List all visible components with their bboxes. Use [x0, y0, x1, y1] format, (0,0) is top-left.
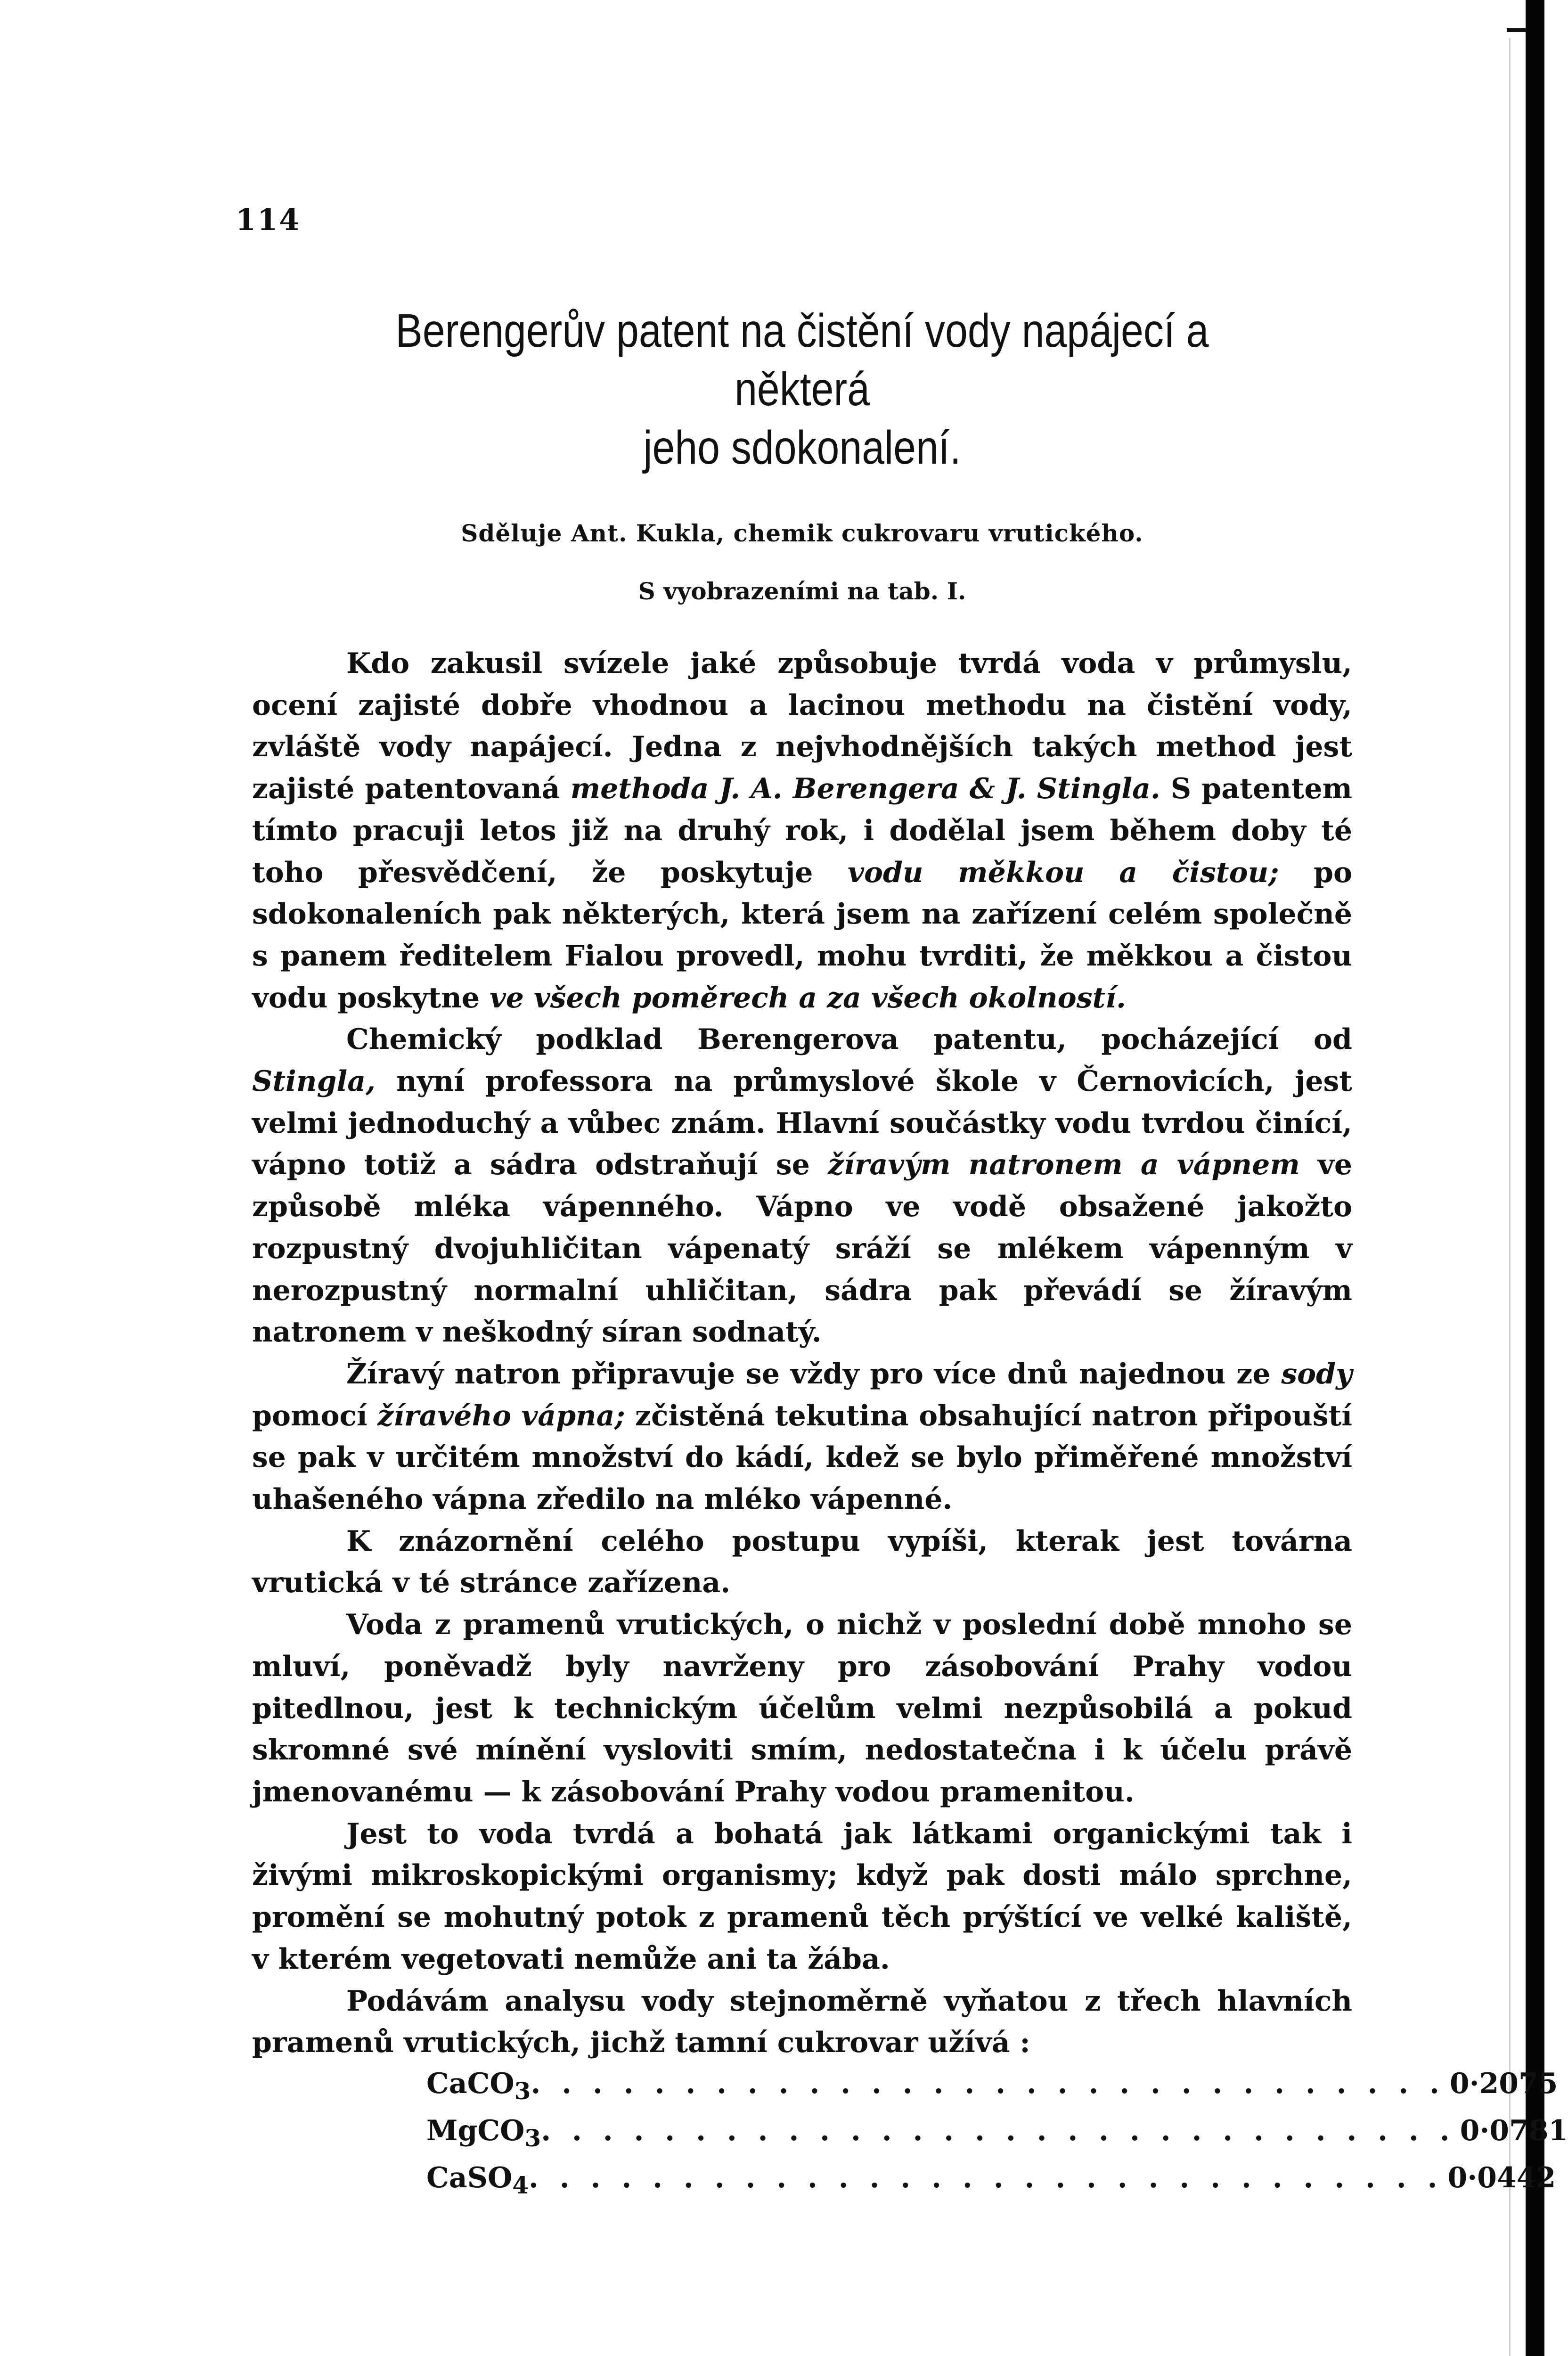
paragraph-5	[252, 1604, 1352, 1813]
analysis-row	[426, 2064, 1558, 2111]
text: Žíravý natron připravuje se vždy pro více dnů najednou ze	[346, 1357, 1282, 1391]
text: Chemický podklad Berengerova patentu, pocházející od	[346, 1023, 1352, 1056]
paragraph-7	[252, 1980, 1352, 2064]
page-number: 114	[236, 203, 301, 237]
byline	[252, 519, 1352, 547]
page-edge-line	[1509, 38, 1511, 2356]
italic-text: sody	[1281, 1357, 1352, 1391]
italic-text: žíravým natronem a vápnem	[827, 1148, 1300, 1182]
analysis-row	[426, 2158, 1556, 2205]
text: zčistěná tekutina obsahující natron připouští se pak v určitém množství do kádí, kdež se bylo přiměřené množství uhašeného vápna zředilo na mléko vápenné.	[252, 1399, 1352, 1516]
italic-text: vodu měkkou a čistou;	[848, 856, 1279, 889]
paragraph-2	[252, 1019, 1352, 1353]
italic-text: Stingla,	[252, 1065, 376, 1098]
value: 0·0442	[1447, 2161, 1556, 2194]
text: Podávám analysu vody stejnoměrně vyňatou z třech hlavních pramenů vrutických, jichž tamní cukrovar užívá :	[252, 1984, 1352, 2060]
article	[252, 302, 1568, 2205]
scan-edge	[1526, 0, 1544, 2356]
title-line-2: jeho sdokonalení.	[643, 421, 961, 474]
leader-dots: . . . . . . . . . . . . . . . . . . . . . . . . . . . . . .	[531, 2067, 1445, 2100]
page-edge-tick	[1507, 28, 1526, 32]
compound: CaCO$_3$	[426, 2067, 531, 2105]
byline-role: chemik cukrovaru vrutického.	[733, 519, 1143, 547]
text: ve způsobě mléka vápenného. Vápno ve vodě obsažené jakožto rozpustný dvojuhličitan vápenatý sráží se mlékem vápenným v nerozpustný normalní uhličitan, sádra pak převádí se žíravým natronem v neškodný síran sodnatý.	[252, 1148, 1352, 1349]
compound: CaSO$_4$	[426, 2161, 529, 2199]
italic-text: methoda J. A. Berengera & J. Stingla.	[570, 772, 1160, 806]
text: po sdokonaleních pak některých, která jsem na zařízení celém společně s panem ředitelem Fialou provedl, mohu tvrditi, že měkkou a čistou vodu poskytne	[252, 856, 1352, 1014]
paragraph-4	[252, 1521, 1352, 1604]
article-title	[329, 302, 1275, 477]
text: Kdo zakusil svízele jaké způsobuje tvrdá voda v průmyslu, ocení zajisté dobře vhodnou a lacinou methodu na čistění vody, zvláště vody napájecí. Jedna z nejvhodnějších takých method jest zajisté patentovaná	[252, 647, 1352, 806]
article-body	[252, 643, 1352, 2064]
paragraph-1	[252, 643, 1352, 1019]
italic-text: žíravého vápna;	[377, 1399, 625, 1432]
text: S patentem tímto pracuji letos již na druhý rok, i dodělal jsem během doby té toho přesvědčení, že poskytuje	[252, 772, 1352, 889]
analysis-row	[426, 2111, 1568, 2158]
leader-dots: . . . . . . . . . . . . . . . . . . . . . . . . . . . . . .	[529, 2161, 1443, 2194]
analysis-table	[252, 2064, 1568, 2205]
text: Voda z pramenů vrutických, o nichž v poslední době mnoho se mluví, poněvadž byly navrženy pro zásobování Prahy vodou pitedlnou, jest k technickým účelům velmi nezpůsobilá a pokud skromné své mínění vysloviti smím, nedostatečna i k účelu právě jmenovanému — k zásobování Prahy vodou pramenitou.	[252, 1608, 1352, 1808]
text: pomocí	[252, 1399, 378, 1432]
compound: MgCO$_3$	[426, 2114, 541, 2152]
title-line-1: Berengerův patent na čistění vody napájecí a některá	[395, 304, 1209, 416]
illustrations-note: S vyobrazeními na tab. I.	[638, 577, 966, 605]
paragraph-6	[252, 1813, 1352, 1980]
text: nyní professora na průmyslové škole v Černovicích, jest velmi jednoduchý a vůbec znám. Hlavní součástky vodu tvrdou činící, vápno totiž a sádra odstraňují se	[252, 1065, 1352, 1182]
byline-author: Ant. Kukla,	[571, 519, 725, 547]
value: 0·0781	[1460, 2114, 1568, 2147]
text: Jest to voda tvrdá a bohatá jak látkami organickými tak i živými mikroskopickými organismy; když pak dosti málo sprchne, promění se mohutný potok z pramenů těch prýštící ve velké kaliště, v kterém vegetovati nemůže ani ta žába.	[252, 1817, 1352, 1976]
leader-dots: . . . . . . . . . . . . . . . . . . . . . . . . . . . . . .	[541, 2114, 1455, 2147]
italic-text: ve všech poměrech a za všech okolností.	[489, 981, 1126, 1014]
text: K znázornění celého postupu vypíši, kterak jest továrna vrutická v té stránce zařízena.	[252, 1524, 1352, 1600]
byline-prefix: Sděluje	[461, 519, 563, 547]
value: 0·2075	[1449, 2067, 1558, 2100]
paragraph-3	[252, 1353, 1352, 1521]
